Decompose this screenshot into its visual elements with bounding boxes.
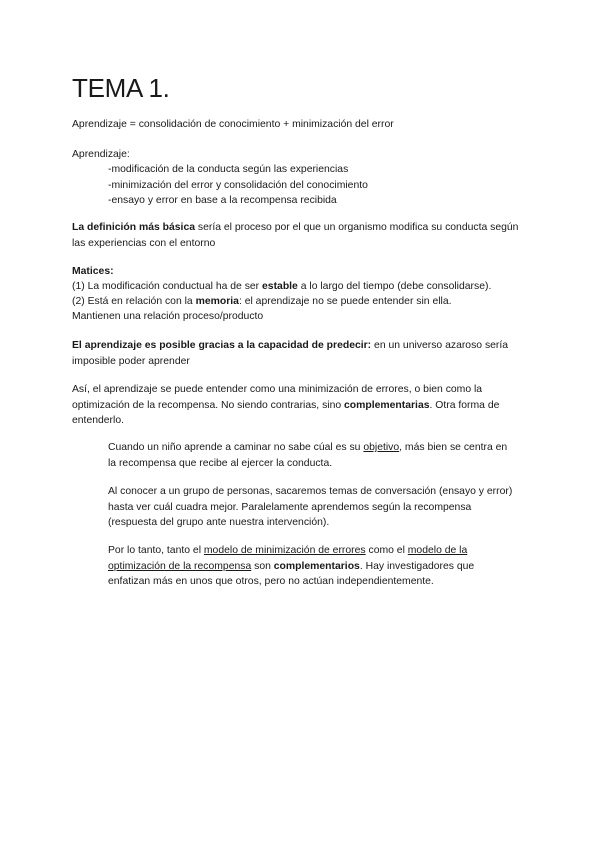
definicion-paragraph (72, 220, 527, 251)
definicion-text: sería el proceso por el que un organismo modifica su conducta según las experiencias con el entorno (72, 222, 519, 249)
portanto-paragraph: Por lo tanto, tanto el modelo de minimización de errores como el modelo de la optimización de la recompensa son complementarios. Hay investigadores que enfatizan más en unos que otros, pero no actúan independientemente. (108, 545, 475, 587)
list-item: -modificación de la conducta según las experiencias (108, 164, 349, 175)
aprendizaje-label: Aprendizaje: (72, 149, 130, 160)
nino-paragraph: Cuando un niño aprende a caminar no sabe cúal es su objetivo, más bien se centra en la recompensa que recibe al ejercer la conducta. (108, 442, 508, 469)
grupo-paragraph: Al conocer a un grupo de personas, sacaremos temas de conversación (ensayo y error) hasta ver cuál cuadra mejor. Paralelamente aprendemos según la recompensa (respuesta del grupo ante nuestra intervención). (108, 486, 513, 528)
matices-line-3: Mantienen una relación proceso/producto (72, 311, 264, 322)
matices-item-1: (1) La modificación conductual ha de ser estable a lo largo del tiempo (debe consolidarse). (72, 281, 492, 292)
page-title: TEMA 1. (72, 73, 170, 103)
list-item: -ensayo y error en base a la recompensa recibida (108, 195, 337, 206)
aprendizaje-list (108, 162, 368, 209)
definicion-bold: La definición más básica (72, 222, 195, 233)
asi-paragraph: Así, el aprendizaje se puede entender como una minimización de errores, o bien como la optimización de la recompensa. No siendo contrarias, sino complementarias. Otra forma de entenderlo. (72, 384, 500, 426)
matices-item-2: (2) Está en relación con la memoria: el aprendizaje no se puede entender sin ella. (72, 296, 452, 307)
predecir-paragraph: El aprendizaje es posible gracias a la capacidad de predecir: en un universo azaroso sería imposible poder aprender (72, 340, 509, 367)
matices-heading: Matices: (72, 266, 114, 277)
list-item: -minimización del error y consolidación del conocimiento (108, 179, 368, 191)
formula-line: Aprendizaje = consolidación de conocimiento + minimización del error (72, 119, 394, 130)
